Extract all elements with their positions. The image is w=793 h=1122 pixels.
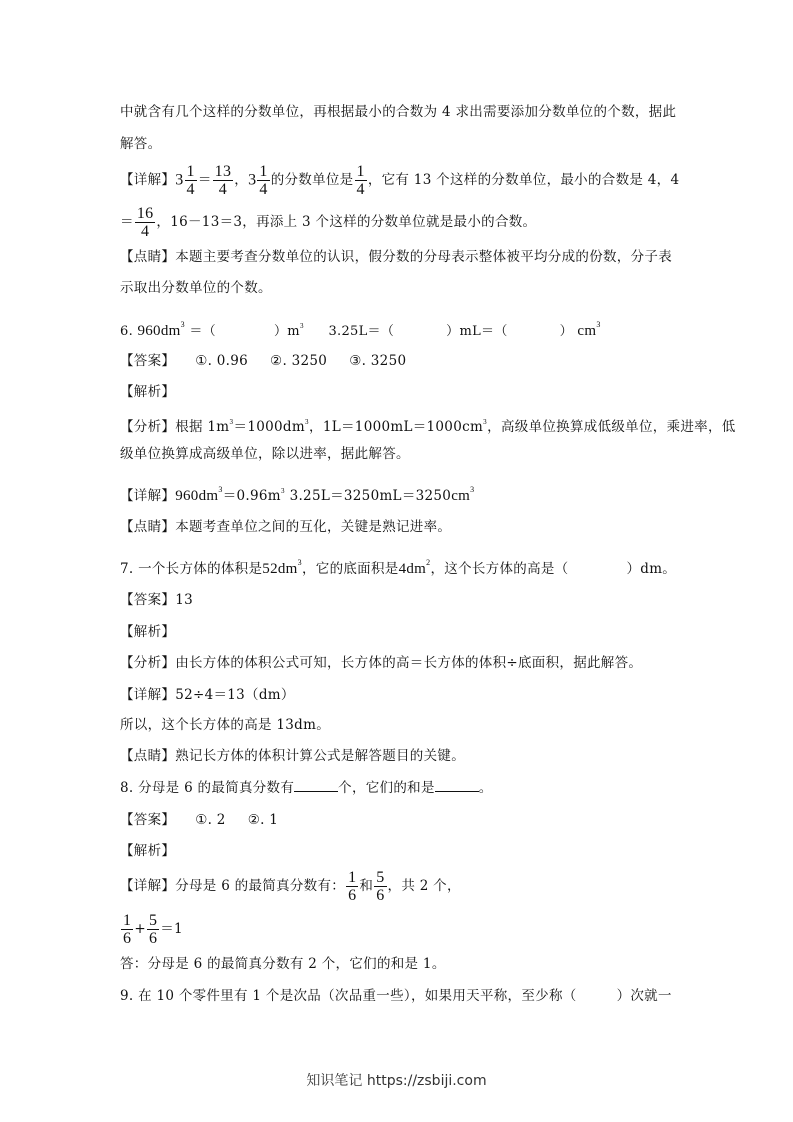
answer-line: 【答案】 ①. 0.96 ②. 3250 ③. 3250 <box>120 353 407 369</box>
answer-line: 【答案】13 <box>120 592 193 608</box>
question-6: 6. $960dm^3$ ＝（ ）$m^3$ 3.25L＝（ ）mL＝（ ） $cm^3$ <box>120 320 601 339</box>
analysis-heading: 【解析】 <box>120 384 176 400</box>
fraction: $\frac{1}{4}$ <box>356 163 365 198</box>
fraction: $\frac{1}{6}$ <box>348 869 357 904</box>
fraction: $\frac{5}{6}$ <box>148 912 158 947</box>
footer-watermark: 知识笔记 https://zsbiji.com <box>306 1073 487 1089</box>
detail-line: 【详解】3 $\frac{1}{4}$ ＝ $\frac{13}{4}$ ，3 $\frac{1}{4}$ 的分数单位是 $\frac{1}{4}$ ，它有 13 个这样的分数单位，最小的合数是 4，4 <box>120 163 680 198</box>
answer-blank <box>294 779 338 792</box>
section-tag: 【详解】 <box>120 172 176 188</box>
text-line: 【点睛】本题主要考查分数单位的认识，假分数的分母表示整体被平均分成的份数，分子表 <box>120 249 672 265</box>
question-9: 9. 在 10 个零件里有 1 个是次品（次品重一些），如果用天平称，至少称（ ）次就一 <box>120 988 672 1004</box>
text-line: 示取出分数单位的个数。 <box>120 280 272 296</box>
detail-line: 【详解】$960dm^3=0.96m^3$ $3.25L=3250mL=3250cm^3$ <box>120 485 475 504</box>
equation-line: $\frac{1}{6}$ + $\frac{5}{6}$ ＝1 <box>123 912 183 947</box>
text-line: 中就含有几个这样的分数单位，再根据最小的合数为 4 求出需要添加分数单位的个数，据此 <box>120 104 677 120</box>
text-line: 答：分母是 6 的最简真分数有 2 个，它们的和是 1。 <box>120 956 446 972</box>
analysis-heading: 【解析】 <box>120 624 176 640</box>
fraction: $\frac{13}{4}$ <box>214 163 232 198</box>
fraction: $\frac{1}{4}$ <box>259 163 268 198</box>
fraction: $\frac{5}{6}$ <box>376 869 385 904</box>
fraction: $\frac{16}{4}$ <box>136 205 154 240</box>
text-line: 所以，这个长方体的高是 13dm。 <box>120 717 331 733</box>
analysis-line: 级单位换算成高级单位，除以进率，据此解答。 <box>120 446 410 462</box>
answer-blank <box>435 779 479 792</box>
detail-line: 【详解】52÷4＝13（dm） <box>120 687 295 703</box>
whole-number: 3 <box>175 171 184 189</box>
fraction: $\frac{1}{6}$ <box>123 912 132 947</box>
question-8: 8. 分母是 6 的最简真分数有 个，它们的和是 。 <box>120 780 493 796</box>
detail-line: 【详解】分母是 6 的最简真分数有： $\frac{1}{6}$ 和 $\frac{5}{6}$ ，共 2 个， <box>120 869 461 904</box>
question-7: 7. 一个长方体的体积是$52dm^3$，它的底面积是$4dm^2$，这个长方体的高是（ ）dm。 <box>120 558 677 577</box>
analysis-heading: 【解析】 <box>120 843 176 859</box>
remark-line: 【点睛】本题考查单位之间的互化，关键是熟记进率。 <box>120 519 452 535</box>
volume-value: $960dm^3$ <box>137 320 185 339</box>
text-line: 解答。 <box>120 136 162 152</box>
detail-line: ＝ $\frac{16}{4}$ ，16－13＝3，再添上 3 个这样的分数单位就是最小的合数。 <box>120 205 537 240</box>
fraction: $\frac{1}{4}$ <box>186 163 195 198</box>
analysis-line: 【分析】由长方体的体积公式可知，长方体的高＝长方体的体积÷底面积，据此解答。 <box>120 655 643 671</box>
analysis-line: 【分析】根据 $1m^3=1000dm^3$，$1L=1000mL=1000cm^3$，高级单位换算成低级单位，乘进率，低 <box>120 419 736 435</box>
whole-number: 3 <box>248 171 257 189</box>
answer-line: 【答案】 ①. 2 ②. 1 <box>120 812 279 828</box>
remark-line: 【点睛】熟记长方体的体积计算公式是解答题目的关键。 <box>120 748 465 764</box>
